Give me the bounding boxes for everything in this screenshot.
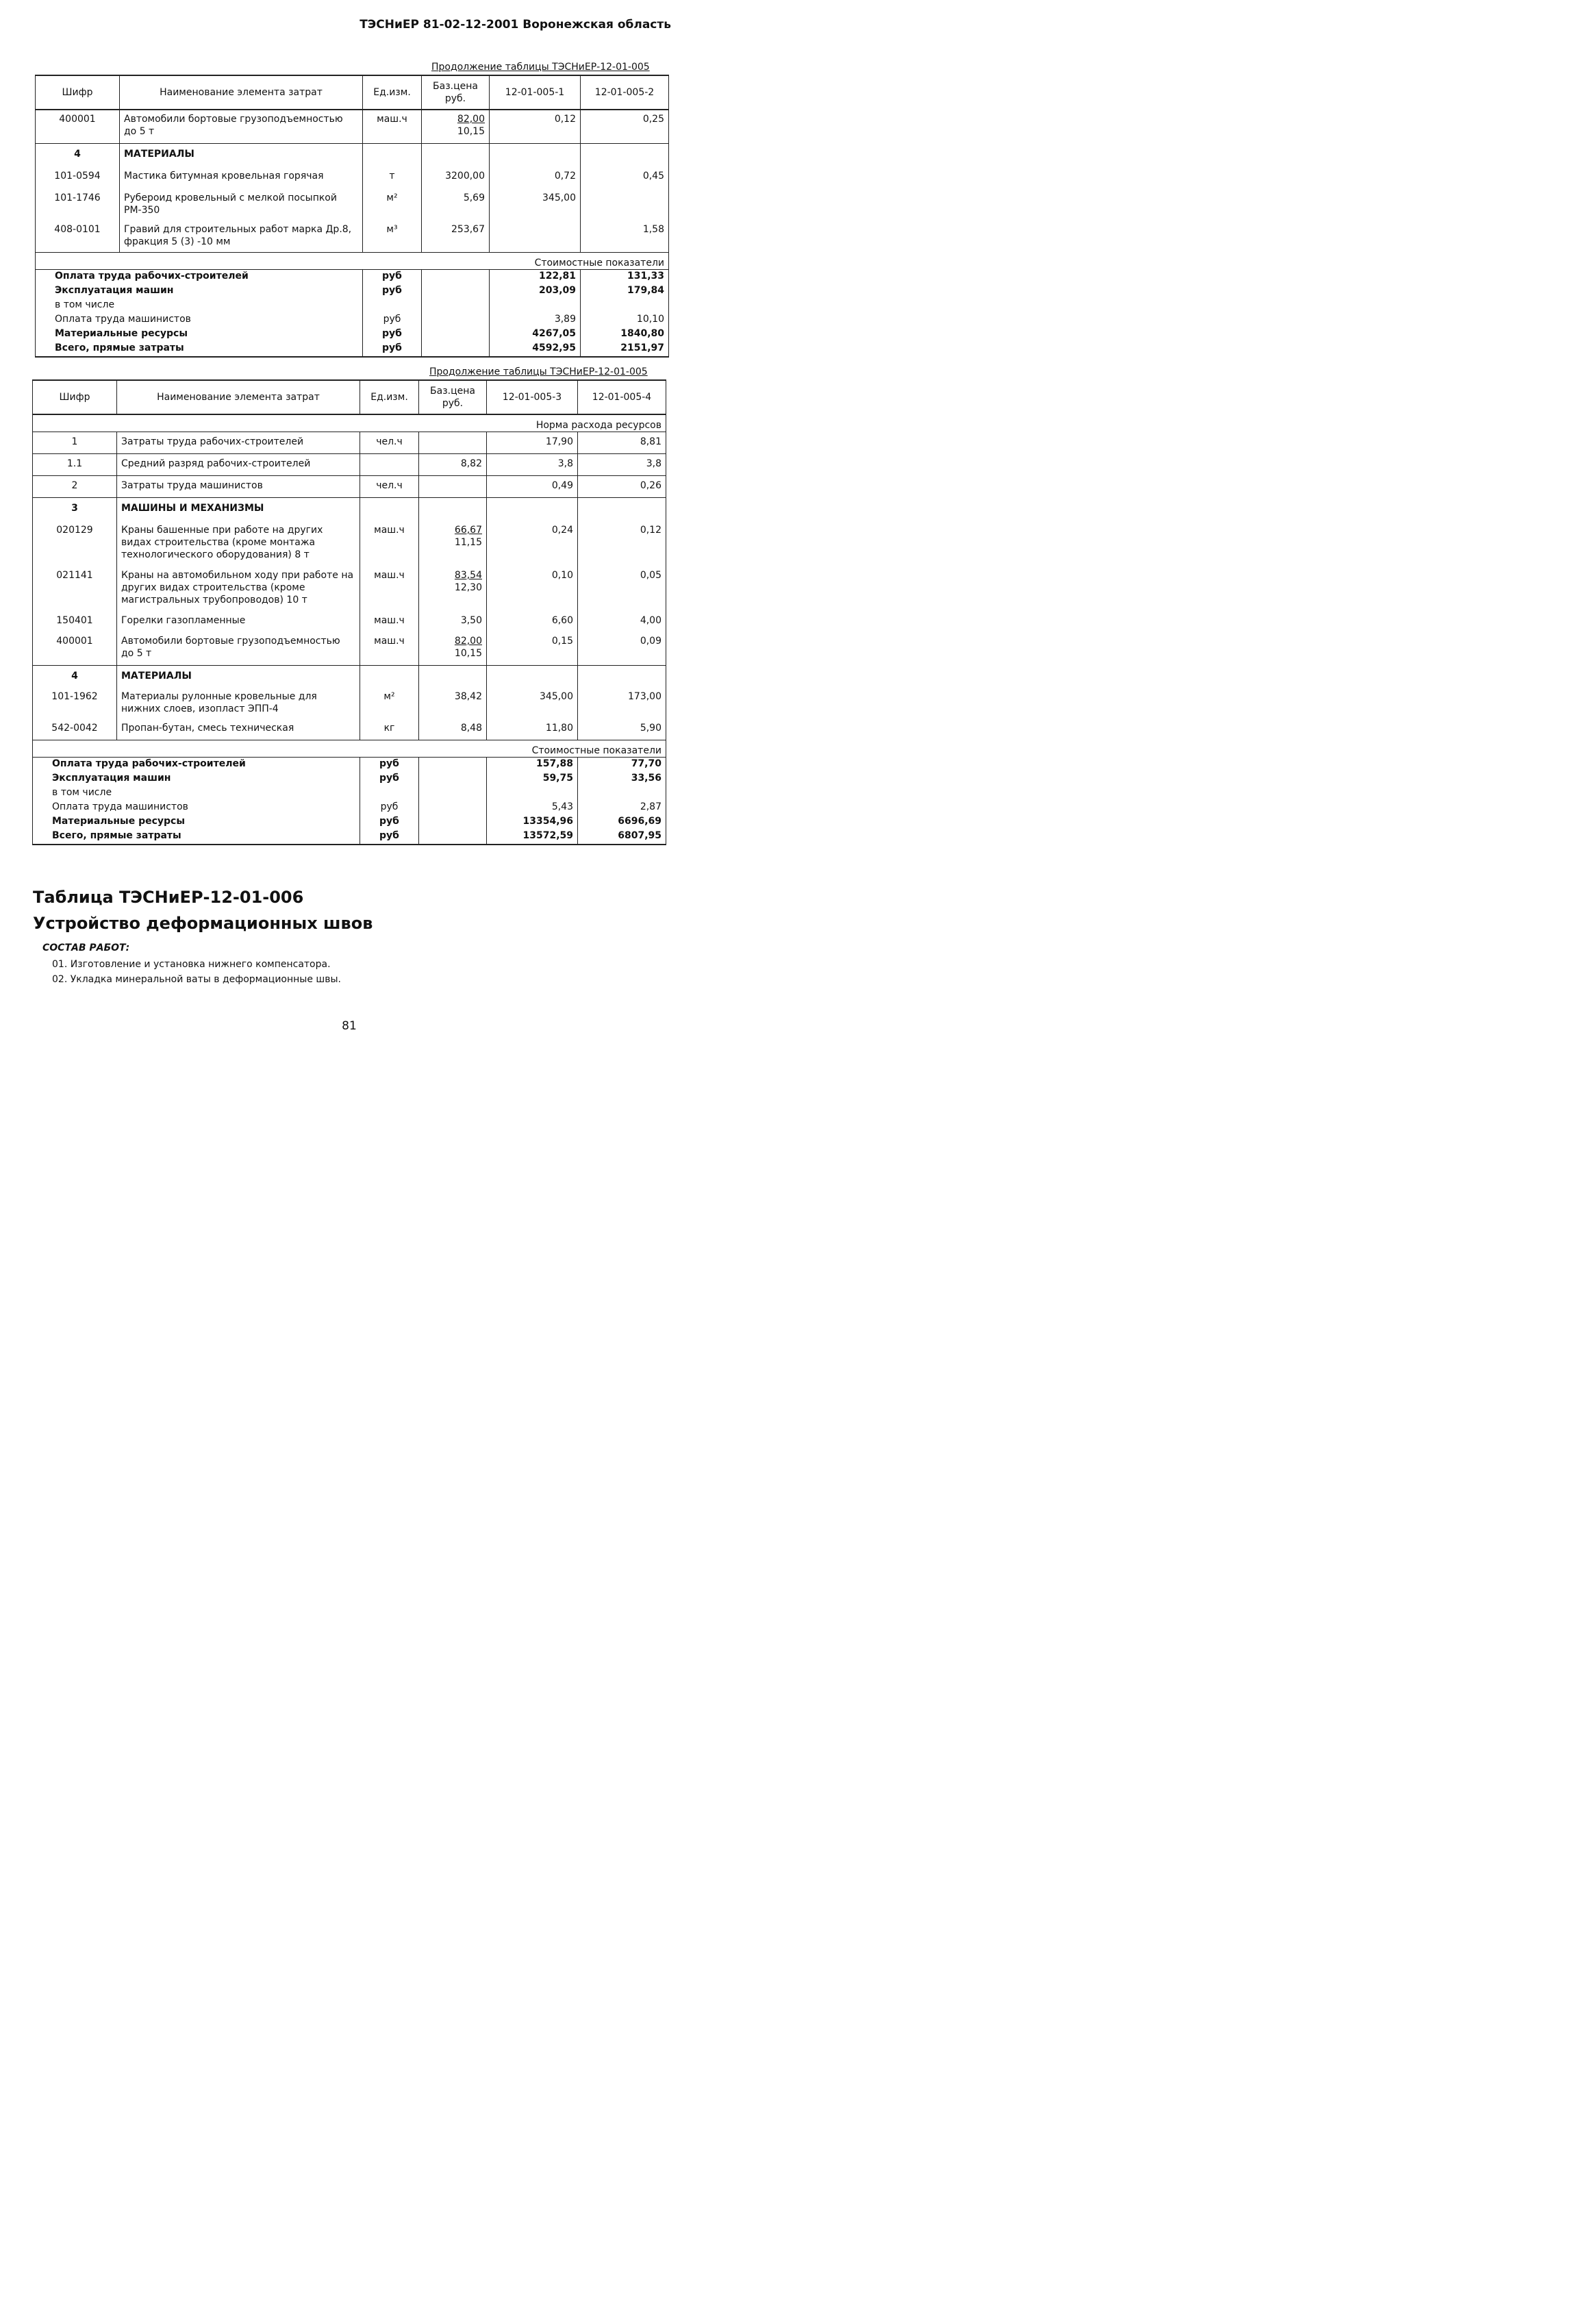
- row-name: Средний разряд рабочих-строителей: [117, 454, 360, 476]
- row-code: 1.1: [33, 454, 117, 476]
- summary-label: в том числе: [52, 787, 112, 798]
- summary-value-1: 3,89: [490, 313, 581, 327]
- row-value-2: 0,26: [578, 476, 666, 498]
- row-name: Рубероид кровельный с мелкой посыпкой РМ-350: [120, 189, 363, 222]
- row-unit: т: [363, 167, 422, 189]
- summary-value-2: [581, 299, 669, 313]
- summary-row: [33, 758, 666, 773]
- row-code: 101-0594: [54, 171, 101, 182]
- summary-value-1: 59,75: [487, 772, 578, 786]
- summary-unit: [360, 786, 419, 801]
- section-subtitle: Устройство деформационных швов: [33, 914, 373, 933]
- summary-value-1: 122,81: [490, 270, 581, 285]
- table-row: [33, 566, 666, 612]
- price-sub-value: 10,15: [457, 126, 485, 137]
- resource-table-2: [32, 379, 666, 845]
- row-code: 021141: [56, 570, 93, 581]
- section-code: 3: [33, 498, 117, 522]
- summary-value-1: 4592,95: [490, 342, 581, 357]
- cost-band-row: [33, 740, 666, 758]
- summary-value-1: 5,43: [487, 801, 578, 815]
- table-row: [33, 521, 666, 566]
- summary-label: Оплата труда машинистов: [55, 314, 191, 325]
- row-value-1: 0,12: [490, 110, 581, 144]
- row-price: 253,67: [422, 222, 490, 253]
- summary-row: [36, 299, 669, 313]
- summary-label: Материальные ресурсы: [52, 816, 185, 827]
- row-value-1: 0,49: [487, 476, 578, 498]
- row-unit: маш.ч: [360, 634, 419, 666]
- column-header: Ед.изм.: [363, 75, 422, 110]
- cost-band-label: Стоимостные показатели: [33, 740, 666, 758]
- norm-band-label: Норма расхода ресурсов: [33, 414, 666, 432]
- row-unit: кг: [360, 721, 419, 740]
- section-row: [33, 666, 666, 690]
- row-name: Материалы рулонные кровельные для нижних слоев, изопласт ЭПП-4: [117, 689, 360, 721]
- row-unit: м²: [360, 689, 419, 721]
- row-value-1: 3,8: [487, 454, 578, 476]
- summary-label: Оплата труда рабочих-строителей: [55, 271, 249, 282]
- column-header: Ед.изм.: [360, 380, 419, 414]
- table-row: [33, 689, 666, 721]
- section-title: Таблица ТЭСНиЕР-12-01-006: [33, 888, 304, 907]
- row-code: 542-0042: [51, 723, 98, 734]
- summary-row: [36, 327, 669, 342]
- price-value: 82,00: [454, 636, 482, 647]
- row-name: Краны на автомобильном ходу при работе на других видах строительства (кроме магистральных трубопроводов) 10 т: [117, 566, 360, 612]
- composition-label: СОСТАВ РАБОТ:: [42, 942, 130, 953]
- column-header: Баз.цена руб.: [419, 380, 487, 414]
- summary-row: [33, 786, 666, 801]
- summary-unit: руб: [363, 313, 422, 327]
- section-code: 4: [36, 144, 120, 168]
- table1-caption: Продолжение таблицы ТЭСНиЕР-12-01-005: [431, 62, 650, 73]
- row-unit: чел.ч: [360, 476, 419, 498]
- table-row: [33, 454, 666, 476]
- cost-band-label: Стоимостные показатели: [36, 253, 669, 270]
- summary-row: [36, 342, 669, 357]
- row-value-2: 0,12: [578, 521, 666, 566]
- column-header: 12-01-005-2: [581, 75, 669, 110]
- row-name: Пропан-бутан, смесь техническая: [117, 721, 360, 740]
- summary-label: Всего, прямые затраты: [55, 342, 184, 353]
- summary-label: Эксплуатация машин: [55, 285, 174, 296]
- page-number: 81: [342, 1019, 357, 1033]
- row-value-1: 17,90: [487, 432, 578, 454]
- summary-unit: руб: [360, 829, 419, 845]
- summary-unit: руб: [360, 801, 419, 815]
- summary-unit: руб: [363, 270, 422, 285]
- price-value: 83,54: [454, 570, 482, 581]
- summary-label: Всего, прямые затраты: [52, 830, 181, 841]
- work-item: 01. Изготовление и установка нижнего компенсатора.: [52, 959, 331, 970]
- summary-row: [36, 270, 669, 285]
- row-unit: [360, 454, 419, 476]
- summary-value-2: 1840,80: [581, 327, 669, 342]
- row-price: 8,48: [419, 721, 487, 740]
- row-code: 400001: [59, 114, 96, 125]
- section-title: МАШИНЫ И МЕХАНИЗМЫ: [117, 498, 360, 522]
- table-row: [36, 110, 669, 144]
- table-row: [33, 476, 666, 498]
- row-code: 408-0101: [54, 224, 101, 235]
- row-value-1: [490, 222, 581, 253]
- summary-row: [36, 284, 669, 299]
- column-header: Наименование элемента затрат: [117, 380, 360, 414]
- summary-value-2: 77,70: [578, 758, 666, 773]
- section-code: 4: [33, 666, 117, 690]
- summary-value-1: 157,88: [487, 758, 578, 773]
- column-header: Шифр: [36, 75, 120, 110]
- row-value-1: 6,60: [487, 612, 578, 634]
- column-header: 12-01-005-4: [578, 380, 666, 414]
- summary-value-2: 33,56: [578, 772, 666, 786]
- summary-unit: руб: [360, 772, 419, 786]
- row-name: Затраты труда машинистов: [117, 476, 360, 498]
- row-value-1: 0,15: [487, 634, 578, 666]
- column-header: Баз.цена руб.: [422, 75, 490, 110]
- row-value-2: 0,25: [581, 110, 669, 144]
- row-unit: маш.ч: [360, 566, 419, 612]
- table-row: [36, 189, 669, 222]
- summary-row: [33, 772, 666, 786]
- summary-label: Материальные ресурсы: [55, 328, 188, 339]
- column-header: Наименование элемента затрат: [120, 75, 363, 110]
- summary-row: [36, 313, 669, 327]
- summary-value-1: [487, 786, 578, 801]
- row-unit: чел.ч: [360, 432, 419, 454]
- row-code: 1: [71, 436, 78, 447]
- row-value-2: 0,09: [578, 634, 666, 666]
- summary-value-2: 6807,95: [578, 829, 666, 845]
- row-value-1: 0,24: [487, 521, 578, 566]
- summary-value-2: 6696,69: [578, 815, 666, 829]
- price-value: 82,00: [457, 114, 485, 125]
- row-name: Горелки газопламенные: [117, 612, 360, 634]
- row-value-1: 345,00: [487, 689, 578, 721]
- summary-label: Эксплуатация машин: [52, 773, 171, 784]
- summary-row: [33, 829, 666, 845]
- table-header-row: [36, 75, 669, 110]
- summary-unit: руб: [363, 284, 422, 299]
- summary-unit: [363, 299, 422, 313]
- row-value-1: 11,80: [487, 721, 578, 740]
- cost-band-row: [36, 253, 669, 270]
- row-code: 400001: [56, 636, 93, 647]
- row-price: [419, 634, 487, 666]
- row-value-1: 0,72: [490, 167, 581, 189]
- summary-value-1: 4267,05: [490, 327, 581, 342]
- row-price: [419, 476, 487, 498]
- price-value: 66,67: [454, 525, 482, 536]
- summary-value-1: 13572,59: [487, 829, 578, 845]
- row-name: Автомобили бортовые грузоподъемностью до 5 т: [120, 110, 363, 144]
- row-price: [419, 432, 487, 454]
- row-name: Затраты труда рабочих-строителей: [117, 432, 360, 454]
- row-value-1: 345,00: [490, 189, 581, 222]
- table2-caption: Продолжение таблицы ТЭСНиЕР-12-01-005: [429, 366, 648, 377]
- column-header: 12-01-005-3: [487, 380, 578, 414]
- resource-table-1: [35, 75, 669, 358]
- row-unit: м³: [363, 222, 422, 253]
- summary-row: [33, 815, 666, 829]
- summary-unit: руб: [363, 327, 422, 342]
- row-price: 38,42: [419, 689, 487, 721]
- section-row: [36, 144, 669, 168]
- row-unit: маш.ч: [360, 612, 419, 634]
- summary-value-2: 179,84: [581, 284, 669, 299]
- section-title: МАТЕРИАЛЫ: [117, 666, 360, 690]
- row-price: 3200,00: [422, 167, 490, 189]
- row-code: 2: [33, 476, 117, 498]
- summary-row: [33, 801, 666, 815]
- row-price: 8,82: [419, 454, 487, 476]
- summary-value-1: 13354,96: [487, 815, 578, 829]
- table-row: [33, 612, 666, 634]
- row-value-2: [581, 189, 669, 222]
- summary-value-1: 203,09: [490, 284, 581, 299]
- price-sub-value: 12,30: [454, 582, 482, 593]
- summary-value-2: 10,10: [581, 313, 669, 327]
- page-header: ТЭСНиЕР 81-02-12-2001 Воронежская область: [360, 18, 671, 32]
- row-code: 101-1962: [51, 691, 98, 702]
- column-header: Шифр: [33, 380, 117, 414]
- summary-unit: руб: [363, 342, 422, 357]
- summary-unit: руб: [360, 758, 419, 773]
- summary-value-2: [578, 786, 666, 801]
- summary-label: Оплата труда рабочих-строителей: [52, 758, 246, 769]
- table-header-row: [33, 380, 666, 414]
- row-value-2: 1,58: [581, 222, 669, 253]
- row-value-2: 173,00: [578, 689, 666, 721]
- row-price: 5,69: [422, 189, 490, 222]
- summary-unit: руб: [360, 815, 419, 829]
- summary-value-2: 2151,97: [581, 342, 669, 357]
- row-code: 101-1746: [54, 192, 101, 203]
- row-value-1: 0,10: [487, 566, 578, 612]
- section-title: МАТЕРИАЛЫ: [120, 144, 363, 168]
- row-code: 150401: [56, 615, 93, 626]
- summary-value-1: [490, 299, 581, 313]
- norm-band-row: [33, 414, 666, 432]
- row-value-2: 3,8: [578, 454, 666, 476]
- work-item: 02. Укладка минеральной ваты в деформационные швы.: [52, 974, 341, 985]
- row-name: Гравий для строительных работ марка Др.8, фракция 5 (3) -10 мм: [120, 222, 363, 253]
- row-value-2: 4,00: [578, 612, 666, 634]
- table-row: [36, 222, 669, 253]
- table-row: [33, 432, 666, 454]
- row-value-2: 0,05: [578, 566, 666, 612]
- row-unit: маш.ч: [360, 521, 419, 566]
- summary-value-2: 2,87: [578, 801, 666, 815]
- row-unit: м²: [363, 189, 422, 222]
- price-sub-value: 11,15: [454, 537, 482, 548]
- table-row: [33, 721, 666, 740]
- table-row: [33, 634, 666, 666]
- row-value-2: 0,45: [581, 167, 669, 189]
- row-price: [419, 566, 487, 612]
- row-value-2: 5,90: [578, 721, 666, 740]
- summary-label: Оплата труда машинистов: [52, 801, 188, 812]
- price-sub-value: 10,15: [454, 648, 482, 659]
- column-header: 12-01-005-1: [490, 75, 581, 110]
- row-name: Автомобили бортовые грузоподъемностью до 5 т: [117, 634, 360, 666]
- row-name: Краны башенные при работе на других видах строительства (кроме монтажа технологического оборудования) 8 т: [117, 521, 360, 566]
- row-value-2: 8,81: [578, 432, 666, 454]
- row-unit: маш.ч: [363, 110, 422, 144]
- table-row: [36, 167, 669, 189]
- summary-value-2: 131,33: [581, 270, 669, 285]
- row-price: [419, 521, 487, 566]
- row-code: 020129: [56, 525, 93, 536]
- section-row: [33, 498, 666, 522]
- row-price: [422, 110, 490, 144]
- row-price: 3,50: [419, 612, 487, 634]
- row-name: Мастика битумная кровельная горячая: [120, 167, 363, 189]
- summary-label: в том числе: [55, 299, 115, 310]
